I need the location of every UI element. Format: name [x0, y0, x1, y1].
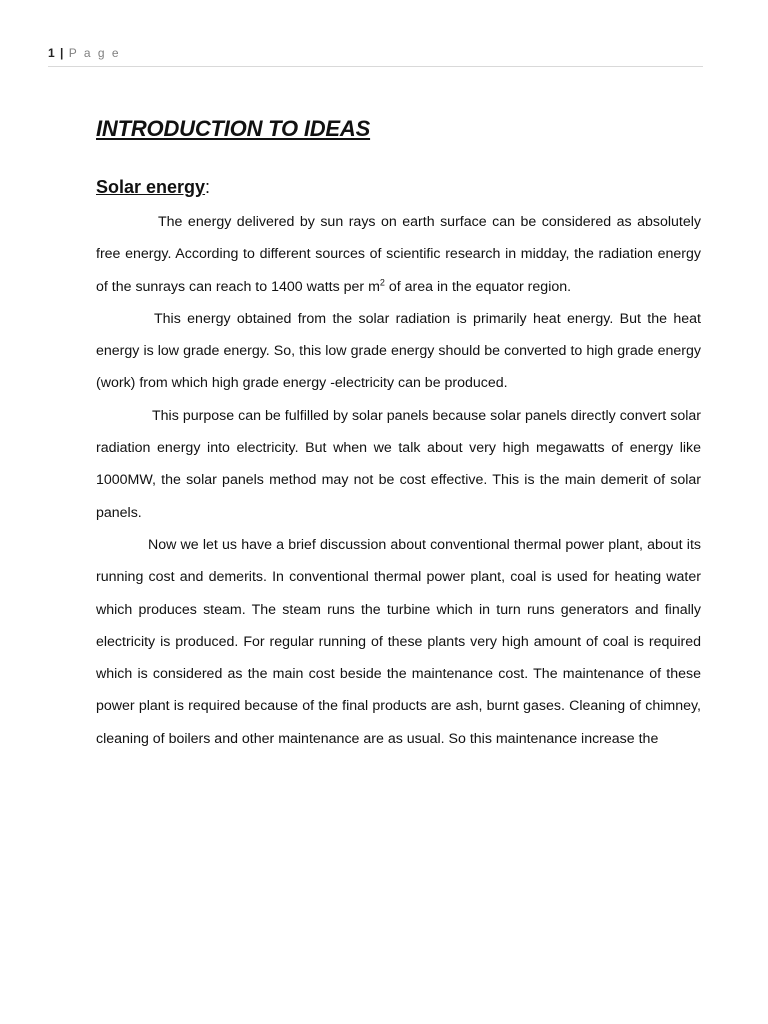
paragraph-4: Now we let us have a brief discussion about conventional thermal power plant, about its running cost and demerits. In conventional thermal power plant, coal is used for heating water which produces steam. The steam runs the turbine which in turn runs generators and finally electricity is produced. For regular running of these plants very high amount of coal is required which is considered as the main cost beside the maintenance cost. The maintenance of these power plant is required because of the final products are ash, burnt gases. Cleaning of chimney, cleaning of boilers and other maintenance are as usual. So this maintenance increase the [96, 536, 701, 747]
page-label: P a g e [68, 46, 121, 60]
section-heading-text: Solar energy [96, 177, 206, 197]
document-title: INTRODUCTION TO IDEAS [96, 116, 371, 141]
superscript: 2 [379, 276, 385, 287]
paragraph-3: This purpose can be fulfilled by solar panels because solar panels directly convert solar radiation energy into electricity. But when we talk about very high megawatts of energy like 1000MW, the solar panels method may not be cost effective. This is the main demerit of solar panels. [96, 407, 701, 521]
paragraph-1 [96, 206, 701, 303]
section-heading [96, 172, 701, 202]
document-body [96, 112, 701, 755]
paragraph-2: This energy obtained from the solar radiation is primarily heat energy. But the heat energy is low grade energy. So, this low grade energy should be converted to high grade energy (work) from which high grade energy -electricity can be produced. [96, 310, 701, 392]
page-number: 1 [48, 46, 55, 60]
page-header [48, 46, 703, 67]
section-heading-colon: : [205, 177, 211, 197]
page-separator: | [60, 46, 64, 60]
paragraph-1-text-end: of area in the equator region. [384, 278, 572, 295]
paragraph-1-text: The energy delivered by sun rays on earth surface can be considered as absolutely free energy. According to different sources of scientific research in midday, the radiation energy of the sunrays can reach to 1400 watts per m [96, 214, 701, 295]
